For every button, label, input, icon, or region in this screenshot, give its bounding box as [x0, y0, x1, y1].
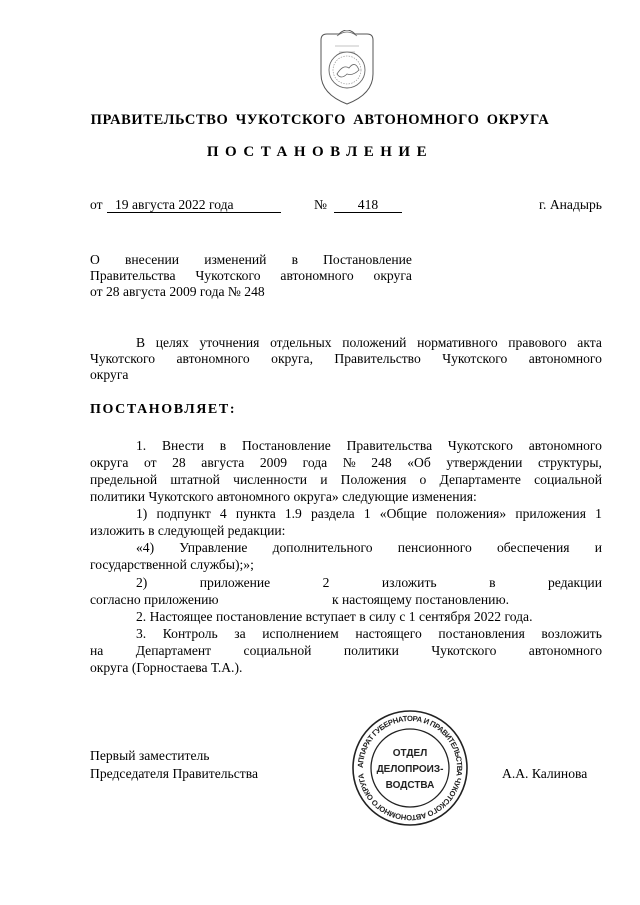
word: в — [291, 252, 298, 267]
body-p4-line-1 — [136, 575, 602, 591]
stamp-center-line-3: ВОДСТВА — [385, 780, 435, 791]
word: возложить — [541, 626, 602, 641]
word: Постановление — [323, 252, 412, 267]
word: численности — [233, 472, 308, 487]
word: 1. — [136, 438, 147, 453]
word: автономного — [528, 351, 602, 366]
stamp-center-line-1: ОТДЕЛ — [392, 748, 428, 759]
word: дополнительного — [272, 540, 373, 555]
word: редакции — [547, 575, 602, 590]
word: Департамент — [135, 643, 212, 658]
word: года — [302, 455, 328, 470]
word: автономного — [176, 351, 250, 366]
word: в — [219, 438, 227, 453]
word: 2 — [322, 575, 330, 590]
word: Правительства — [90, 268, 176, 283]
word: «Общие — [379, 506, 428, 521]
signatory-title-line-2: Председателя Правительства — [90, 766, 258, 781]
word: В — [136, 335, 146, 350]
word: Департаменте — [439, 472, 521, 487]
document-type-title: ПОСТАНОВЛЕНИЕ — [206, 144, 434, 160]
word: 3. — [136, 626, 147, 641]
body-p4-line-2b: к настоящему постановлению. — [332, 592, 510, 607]
word: изменений — [204, 252, 267, 267]
word: пункта — [235, 506, 276, 521]
word: 2) — [136, 575, 148, 590]
word: Чукотского — [431, 643, 497, 658]
word: 4 — [219, 506, 227, 521]
office-stamp — [350, 708, 470, 828]
document-number: 418 — [334, 197, 402, 213]
word: Внести — [161, 438, 204, 453]
word: Правительство — [334, 351, 421, 366]
subject-line-2 — [90, 268, 412, 284]
word: 2009 — [259, 455, 288, 470]
word: целях — [155, 335, 189, 350]
word: уточнения — [199, 335, 260, 350]
word: на — [90, 643, 104, 658]
word: подпункт — [156, 506, 211, 521]
word: Правительства — [346, 438, 433, 453]
word: раздела — [310, 506, 355, 521]
body-p2-line-1 — [136, 506, 602, 522]
word: 1 — [595, 506, 602, 521]
word: Чукотского — [442, 351, 508, 366]
body-p6-line-2 — [90, 643, 602, 659]
signatory-name: А.А. Калинова — [502, 766, 588, 781]
word: Чукотского — [447, 438, 513, 453]
preamble-line-3: округа — [90, 367, 129, 382]
signatory-title-line-1: Первый заместитель — [90, 748, 210, 763]
subject-line-3: от 28 августа 2009 года № 248 — [90, 284, 265, 299]
body-p3-line-2: государственной службы);»; — [90, 557, 254, 572]
word: исполнением — [262, 626, 339, 641]
word: социальной — [534, 472, 602, 487]
word: политики — [343, 643, 399, 658]
word: «Об — [407, 455, 431, 470]
preamble-line-2 — [90, 351, 602, 367]
stamp-center-line-2: ДЕЛОПРОИЗ- — [376, 764, 444, 775]
word: округа, — [271, 351, 313, 366]
subject-line-1 — [90, 252, 412, 268]
word: № — [342, 455, 356, 470]
word: 1.9 — [284, 506, 302, 521]
word: внесении — [124, 252, 180, 267]
document-city: г. Анадырь — [538, 197, 602, 212]
body-p1-line-4: политики Чукотского автономного округа» следующие изменения: — [90, 489, 477, 504]
word: о — [419, 472, 427, 487]
word: приложение — [199, 575, 271, 590]
word: Чукотского — [90, 351, 156, 366]
word: и — [594, 540, 602, 555]
word: положений — [342, 335, 407, 350]
word: Положения — [340, 472, 407, 487]
date-prefix: от — [90, 197, 103, 212]
word: 248 — [371, 455, 392, 470]
word: предельной — [90, 472, 158, 487]
body-p1-line-2 — [90, 455, 602, 471]
word: постановления — [438, 626, 525, 641]
word: штатной — [170, 472, 220, 487]
word: в — [489, 575, 496, 590]
word: автономного — [528, 438, 602, 453]
word: 28 — [172, 455, 186, 470]
word: Чукотского — [195, 268, 261, 283]
word: нормативного — [417, 335, 498, 350]
body-p4-line-2a: согласно приложению — [90, 592, 219, 607]
word: пенсионного — [397, 540, 472, 555]
word: акта — [577, 335, 602, 350]
preamble-line-1 — [136, 335, 602, 351]
document-date: 19 августа 2022 года — [107, 197, 281, 213]
word: утверждении — [446, 455, 523, 470]
body-p2-line-2: изложить в следующей редакции: — [90, 523, 286, 538]
coat-of-arms-emblem — [315, 30, 379, 106]
word: 1) — [136, 506, 148, 521]
body-p6-line-1 — [136, 626, 602, 642]
word: «4) — [136, 540, 155, 555]
word: структуры, — [537, 455, 602, 470]
word: августа — [201, 455, 245, 470]
word: от — [144, 455, 157, 470]
word: обеспечения — [496, 540, 570, 555]
word: округа — [373, 268, 412, 283]
word: приложения — [515, 506, 586, 521]
word: Управление — [179, 540, 248, 555]
word: социальной — [243, 643, 312, 658]
word: настоящего — [355, 626, 422, 641]
body-p6-line-3: округа (Горностаева Т.А.). — [90, 660, 243, 675]
body-p5-line-1: 2. Настоящее постановление вступает в силу с 1 сентября 2022 года. — [136, 609, 533, 624]
word: изложить — [381, 575, 437, 590]
word: округа — [90, 455, 129, 470]
word: О — [90, 252, 100, 267]
body-p3-line-1 — [136, 540, 602, 556]
word: автономного — [528, 643, 602, 658]
body-p1-line-3 — [90, 472, 602, 488]
word: отдельных — [270, 335, 332, 350]
word: Постановление — [241, 438, 331, 453]
number-prefix: № — [314, 197, 327, 212]
body-p1-line-1 — [136, 438, 602, 454]
word: положения» — [436, 506, 507, 521]
word: и — [320, 472, 328, 487]
word: Контроль — [162, 626, 218, 641]
word: за — [234, 626, 246, 641]
government-title: ПРАВИТЕЛЬСТВО ЧУКОТСКОГО АВТОНОМНОГО ОКРУГА — [90, 112, 550, 128]
word: автономного — [280, 268, 354, 283]
resolves-heading: ПОСТАНОВЛЯЕТ: — [90, 402, 237, 417]
word: 1 — [363, 506, 371, 521]
stamp-ring-text: АППАРАТ ГУБЕРНАТОРА И ПРАВИТЕЛЬСТВА ЧУКОТСКОГО АВТОНОМНОГО ОКРУГА — [355, 713, 465, 823]
word: правового — [508, 335, 567, 350]
